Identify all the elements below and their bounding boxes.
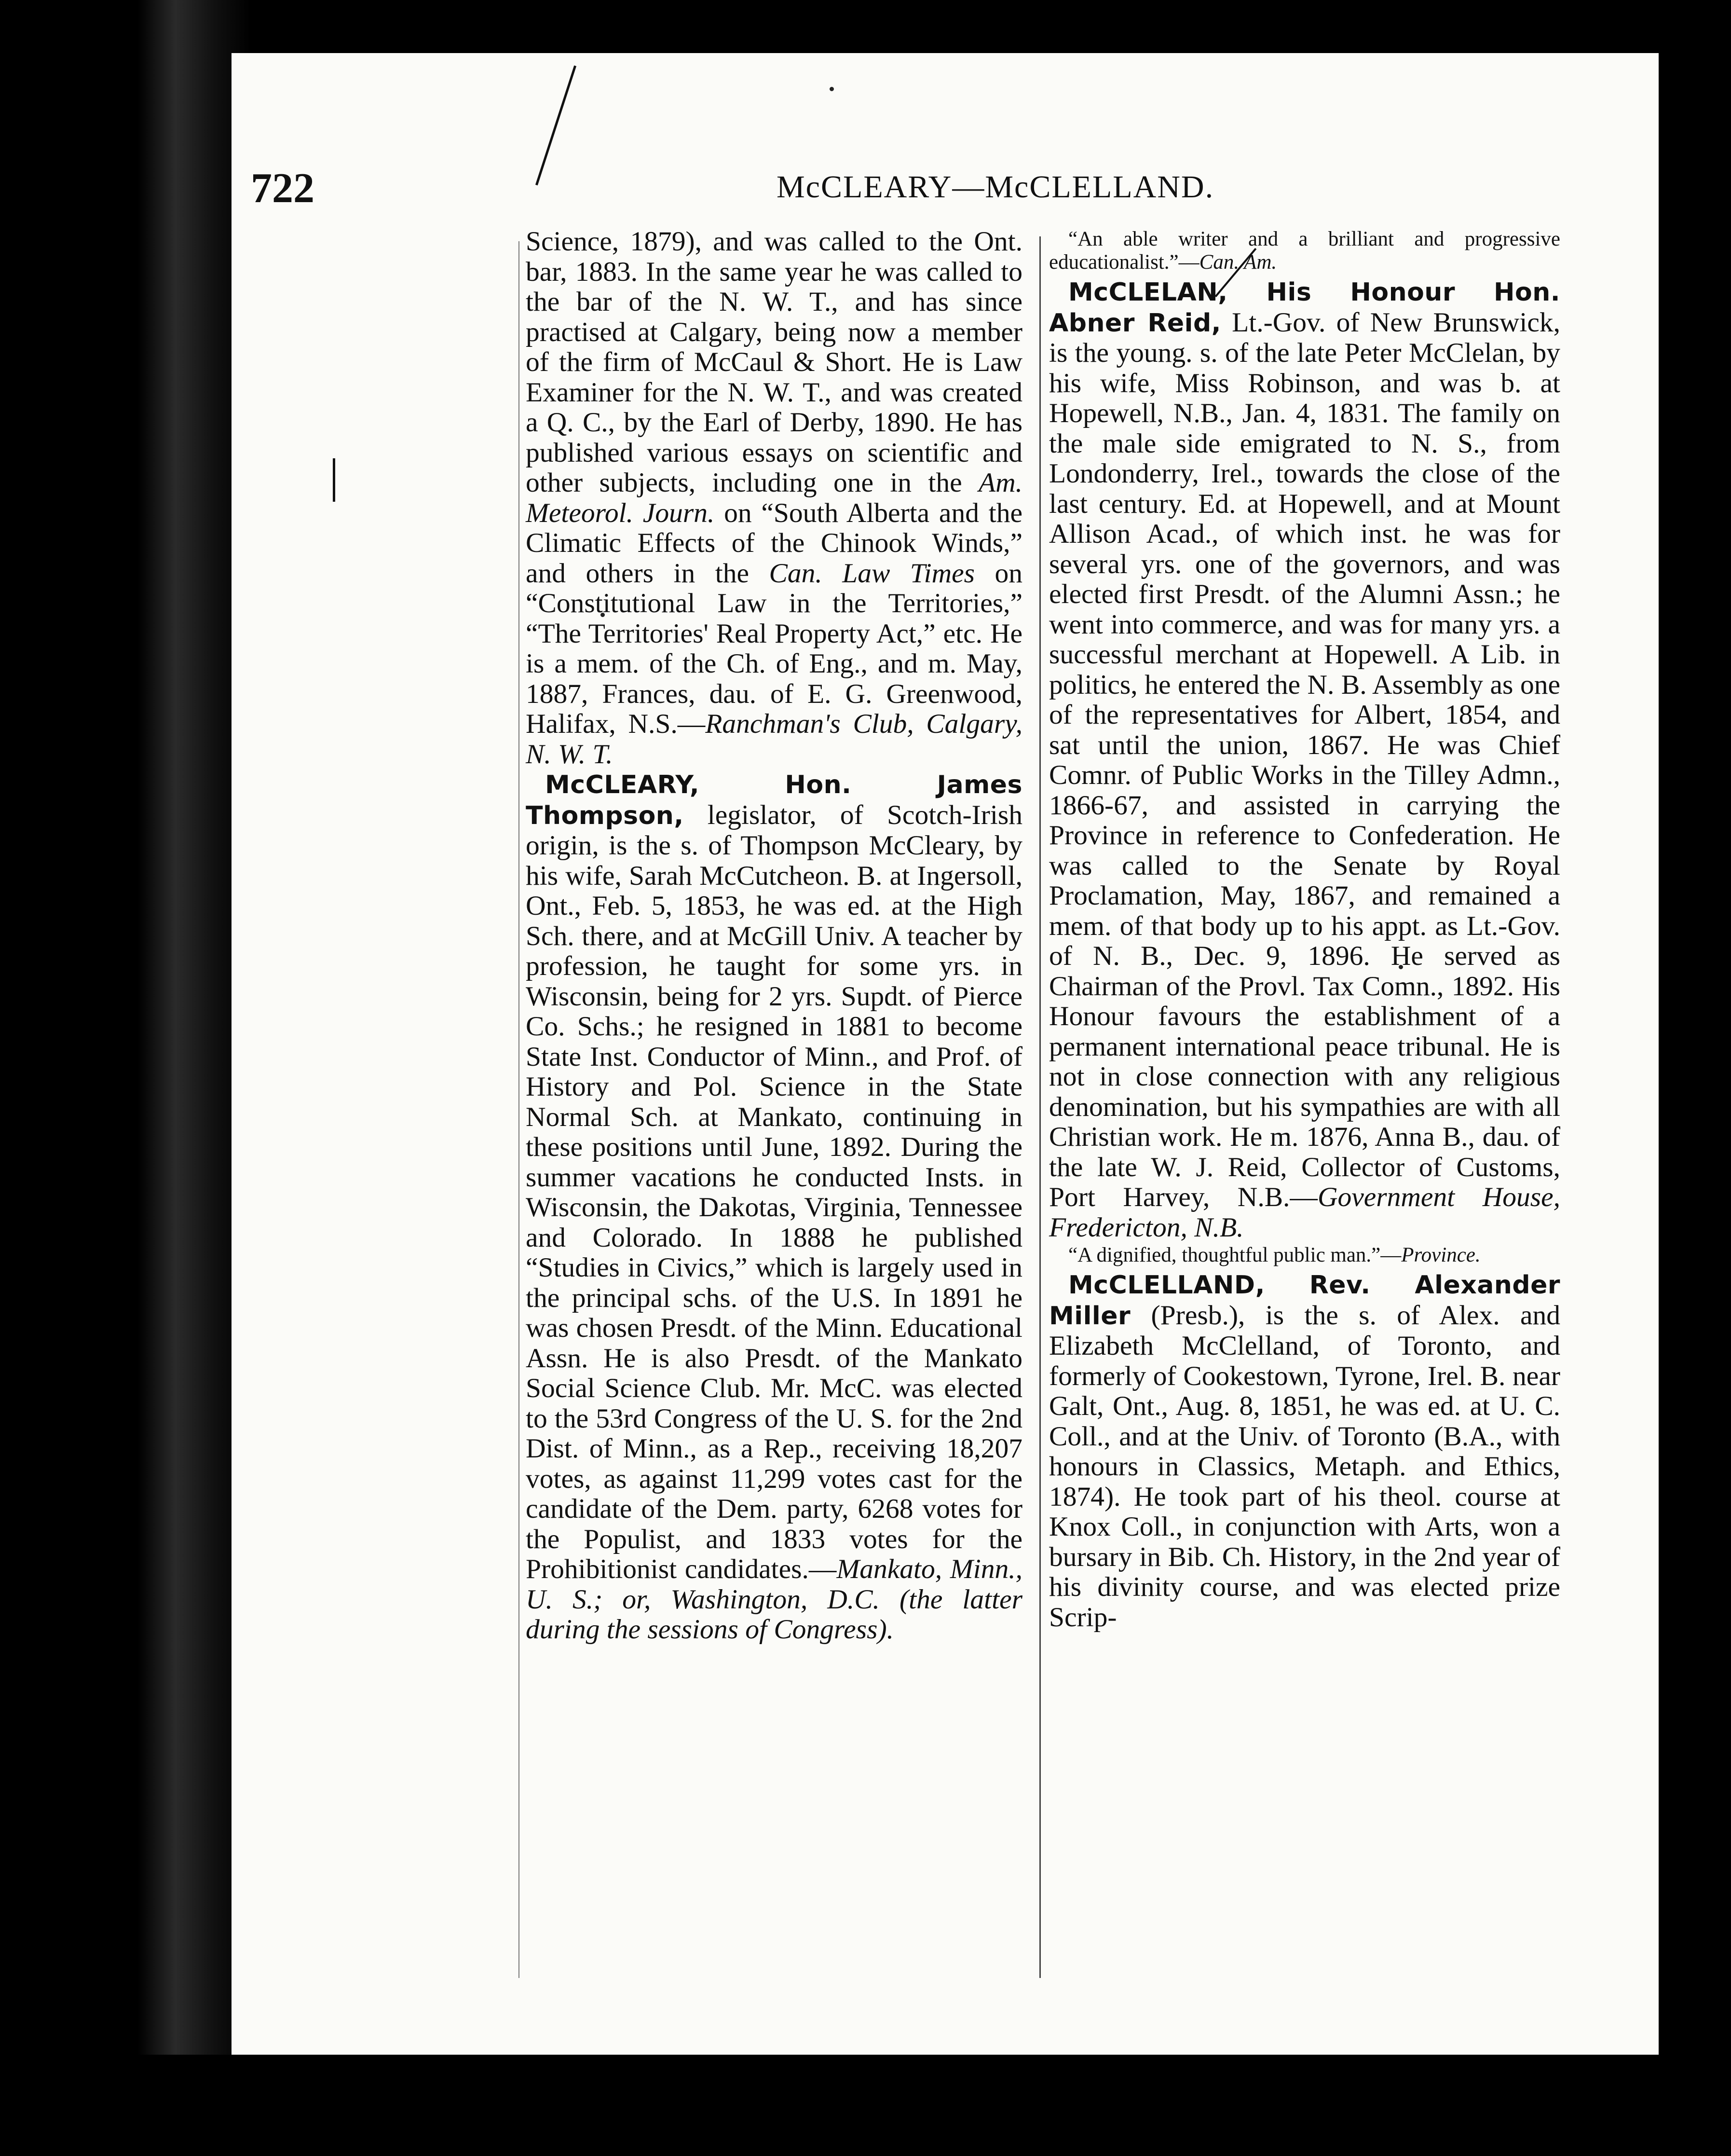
scan-bottom-border xyxy=(0,2055,1731,2156)
italic-title: Can. Law Times xyxy=(769,558,975,589)
running-head: McCLEARY—McCLELLAND. xyxy=(777,169,1214,205)
press-quote xyxy=(1049,1244,1560,1267)
entry-body: legislator, of Scotch-Irish origin, is the s. of Thompson McCleary, by his wife, Sarah McCutcheon. B. at Ingersoll, Ont., Feb. 5, 1853, he was ed. at the High Sch. there, and at McGill Univ. A teacher by profession, he taught for some yrs. in Wisconsin, being for 2 yrs. Supdt. of Pierce Co. Schs.; he resigned in 1881 to become State Inst. Conductor of Minn., and Prof. of History and Pol. Science in the State Normal Sch. at Mankato, continuing in these positions until June, 1892. During the summer vacations he conducted Insts. in Wisconsin, the Dakotas, Virginia, Tennessee and Colorado. In 1888 he published “Studies in Civics,” which is largely used in the principal schs. of the U.S. In 1891 he was chosen Presdt. of the Minn. Educational Assn. He is also Presdt. of the Mankato Social Science Club. Mr. McC. was elected to the 53rd Congress of the U. S. for the 2nd Dist. of Minn., as a Rep., receiving 18,207 votes, as against 11,299 votes cast for the candidate of the Dem. party, 6268 votes for the Populist, and 1833 votes for the Prohibitionist candidates.— xyxy=(526,799,1022,1584)
column-rule xyxy=(1039,236,1041,1978)
scan-right-border xyxy=(1659,0,1731,2156)
entry-mccleary xyxy=(526,769,1022,1645)
quote-text: “An able writer and a brilliant and progressive educationalist.”— xyxy=(1049,228,1560,274)
body-text: on “Constitutional Law in the Territories,” “The Territories' Real Property Act,” etc. He is a mem. of the Ch. of Eng., and m. May, 1887, Frances, dau. of E. G. Greenwood, Halifax, N.S.— xyxy=(526,558,1023,739)
entry-headword: McCLELAN, His Honour Hon. Abner Reid, xyxy=(1049,278,1560,338)
entry-address: Mankato, Minn., U. S.; or, Washington, D.C. (the latter during the sessions of Congress). xyxy=(526,1554,1022,1645)
quote-text: “A dignified, thoughtful public man.”— xyxy=(1068,1244,1402,1266)
entry-mcclelland xyxy=(1049,1270,1560,1633)
page-number: 722 xyxy=(251,165,314,212)
margin-mark xyxy=(333,458,335,502)
entry-mcclelan xyxy=(1049,277,1560,1243)
entry-headword: McCLEARY, Hon. James Thompson, xyxy=(526,770,1022,830)
press-quote xyxy=(1049,228,1560,274)
quote-source: Can. Am. xyxy=(1199,251,1277,274)
entry-address: Ranchman's Club, Calgary, N. W. T. xyxy=(526,709,1022,769)
right-column xyxy=(1049,227,1560,1633)
scan-binding-shadow xyxy=(0,0,251,2156)
entry-continuation xyxy=(526,227,1022,769)
body-text: Science, 1879), and was called to the Ont. bar, 1883. In the same year he was called to the bar of the N. W. T., and has since practised at Calgary, being now a member of the firm of McCaul & Short. He is Law Examiner for the N. W. T., and was created a Q. C., by the Earl of Derby, 1890. He has published various essays on scientific and other subjects, including one in the xyxy=(526,226,1022,498)
entry-body: Lt.-Gov. of New Brunswick, is the young. s. of the late Peter McClelan, by his wife, Miss Robinson, and was b. at Hopewell, N.B., Jan. 4, 1831. The family on the male side emigrated to N. S., from Londonderry, Irel., towards the close of the last century. Ed. at Hopewell, and at Mount Allison Acad., of which inst. he was for several yrs. one of the governors, and was elected first Presdt. of the Alumni Assn.; he went into commerce, and was for many yrs. a successful merchant at Hopewell. A Lib. in politics, he entered the N. B. Assembly as one of the representatives for Albert, 1854, and sat until the union, 1867. He was Chief Comnr. of Public Works in the Tilley Admn., 1866-67, and assisted in carrying the Province in reference to Confederation. He was called to the Senate by Royal Proclamation, May, 1867, and remained a mem. of that body up to his appt. as Lt.-Gov. of N. B., Dec. 9, 1896. He served as Chairman of the Provl. Tax Comn., 1892. His Honour favours the establishment of a permanent international peace tribunal. He is not in close connection with any religious denomination, but his sympathies are with all Christian work. He m. 1876, Anna B., dau. of the late W. J. Reid, Collector of Customs, Port Harvey, N.B.— xyxy=(1049,307,1560,1212)
body-text: on “South Alberta and the Climatic Effects of the Chinook Winds,” and others in the xyxy=(526,497,1022,589)
page-header xyxy=(251,164,1572,222)
quote-source: Province. xyxy=(1401,1244,1481,1266)
entry-address: Government House, Fredericton, N.B. xyxy=(1049,1182,1560,1243)
entry-headword: McCLELLAND, Rev. Alexander Miller xyxy=(1049,1271,1560,1331)
column-rule-left xyxy=(518,241,519,1978)
margin-speck xyxy=(830,87,834,91)
entry-body: (Presb.), is the s. of Alex. and Elizabeth McClelland, of Toronto, and formerly of Cookestown, Tyrone, Irel. B. near Galt, Ont., Aug. 8, 1851, he was ed. at U. C. Coll., and at the Univ. of Toronto (B.A., with honours in Classics, Metaph. and Ethics, 1874). He took part of his theol. course at Knox Coll., in conjunction with Arts, won a bursary in Bib. Ch. History, in the 2nd year of his divinity course, and was elected prize Scrip- xyxy=(1049,1300,1560,1633)
italic-title: Am. Meteorol. Journ. xyxy=(526,467,1022,528)
left-column xyxy=(526,227,1022,1645)
